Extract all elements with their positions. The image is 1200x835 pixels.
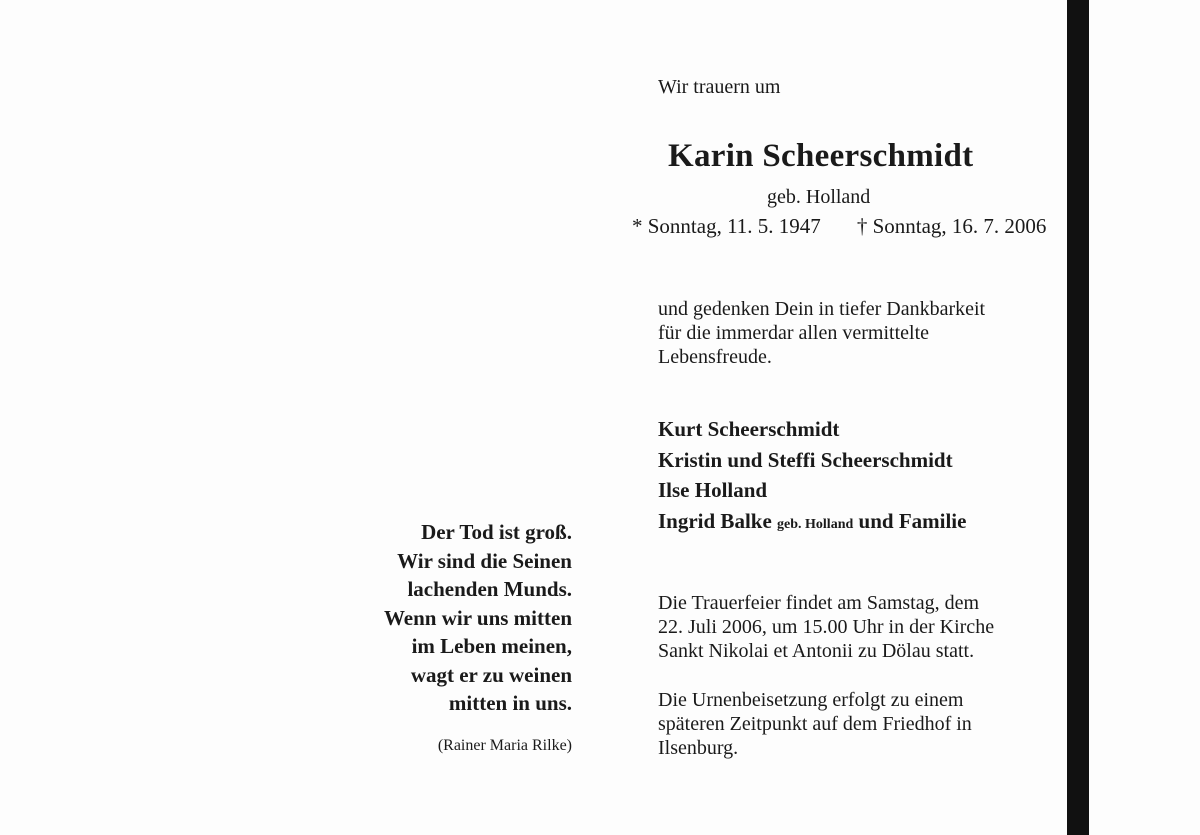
poem-line: Wir sind die Seinen xyxy=(397,548,572,573)
poem-line: wagt er zu weinen xyxy=(410,662,572,687)
service-line: Die Trauerfeier findet am Samstag, dem xyxy=(658,592,980,614)
life-dates xyxy=(632,214,1046,239)
poem-author: (Rainer Maria Rilke) xyxy=(437,737,572,754)
death-date: † Sonntag, 16. 7. 2006 xyxy=(856,214,1047,238)
service-line: 22. Juli 2006, um 15.00 Uhr in der Kirche xyxy=(658,616,995,638)
intro-line: Wir trauern um xyxy=(658,76,781,98)
burial-line: Ilsenburg. xyxy=(658,737,739,759)
poem-line: Wenn wir uns mitten xyxy=(383,605,572,630)
poem-line: lachenden Munds. xyxy=(407,577,572,601)
birth-date: * Sonntag, 11. 5. 1947 xyxy=(632,214,821,238)
remembrance-text xyxy=(658,297,985,369)
poem-line: Der Tod ist groß. xyxy=(421,520,572,544)
family-member xyxy=(658,506,966,537)
deceased-name: Karin Scheerschmidt xyxy=(668,138,974,174)
family-member: Kurt Scheerschmidt xyxy=(658,417,840,441)
poem xyxy=(384,518,572,718)
remembrance-line: für die immerdar allen vermittelte xyxy=(658,322,929,344)
remembrance-line: Lebensfreude. xyxy=(658,346,772,368)
family-member-name: Ingrid Balke xyxy=(658,508,772,533)
birth-name: geb. Holland xyxy=(767,186,871,208)
burial-line: Die Urnenbeisetzung erfolgt zu einem xyxy=(658,689,964,711)
family-member-birth-name: geb. Holland xyxy=(777,516,854,532)
remembrance-line: und gedenken Dein in tiefer Dankbarkeit xyxy=(658,298,986,320)
family-member: Ilse Holland xyxy=(658,478,768,502)
poem-line: mitten in uns. xyxy=(448,691,572,715)
service-line: Sankt Nikolai et Antonii zu Dölau statt. xyxy=(658,640,975,662)
burial-line: späteren Zeitpunkt auf dem Friedhof in xyxy=(658,713,972,735)
mourning-bar xyxy=(1067,0,1089,835)
burial-text xyxy=(658,688,972,760)
poem-line: im Leben meinen, xyxy=(411,634,572,658)
family-member-suffix: und Familie xyxy=(858,508,967,533)
funeral-service-text xyxy=(658,591,994,663)
family-member: Kristin und Steffi Scheerschmidt xyxy=(658,447,953,472)
family-list xyxy=(658,414,966,536)
